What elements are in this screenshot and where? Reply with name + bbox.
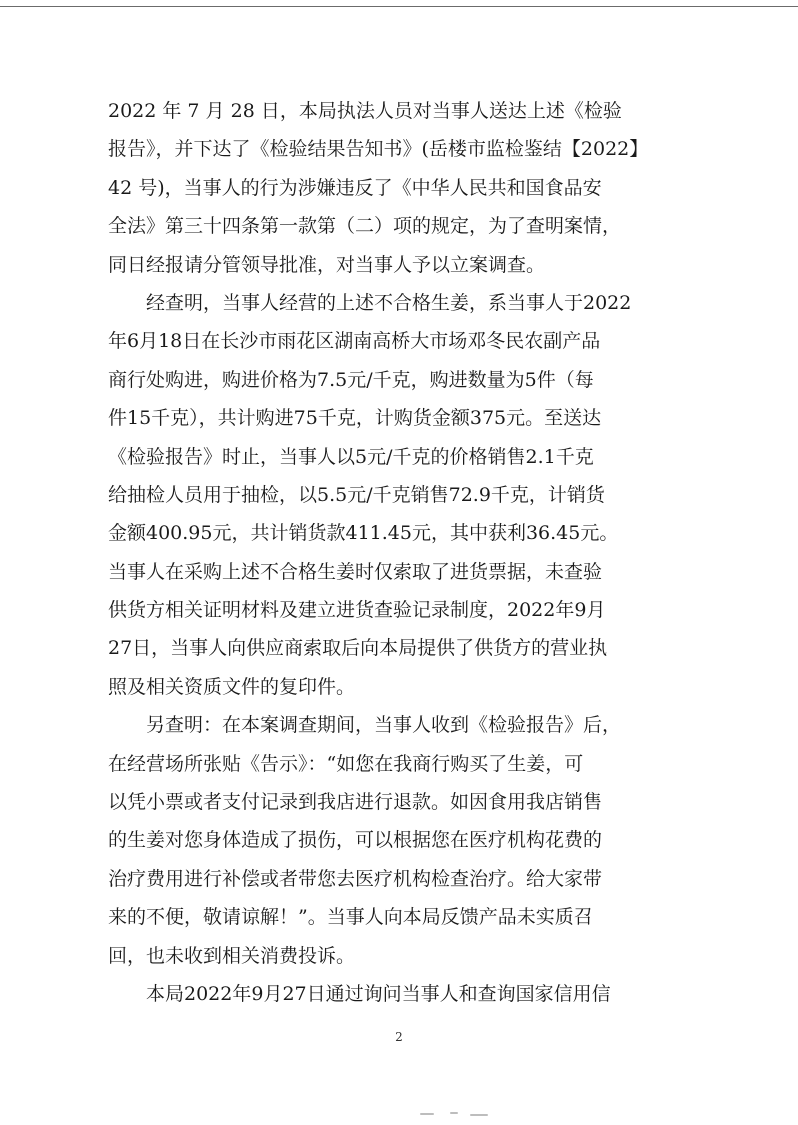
paragraph-investigation-findings [108, 284, 688, 706]
text-line: 的生姜对您身体造成了损伤，可以根据您在医疗机构花费的 [108, 829, 603, 852]
paragraph-additional-findings [108, 706, 688, 975]
page-number: 2 [395, 1030, 403, 1044]
scan-speck [470, 1114, 488, 1116]
text-line: 件15千克），共计购进75千克，计购货金额375元。至送达 [108, 407, 602, 430]
text-line: 本局2022年9月27日通过询问当事人和查询国家信用信 [108, 982, 611, 1005]
text-line: 2022 年 7 月 28 日，本局执法人员对当事人送达上述《检验 [108, 100, 622, 122]
text-line: 来的不便，敬请谅解！”。当事人向本局反馈产品未实质召 [108, 906, 593, 929]
text-line: 报告》，并下达了《检验结果告知书》(岳楼市监检鉴结【2022】 [108, 138, 649, 161]
text-line: 经查明，当事人经营的上述不合格生姜，系当事人于2022 [108, 291, 632, 314]
document-body [108, 92, 688, 1013]
text-line: 照及相关资质文件的复印件。 [108, 675, 356, 698]
scan-speck [420, 1113, 434, 1115]
scan-speck [450, 1112, 458, 1114]
text-line: 年6月18日在长沙市雨花区湖南高桥大市场邓冬民农副产品 [108, 330, 601, 353]
text-line: 另查明：在本案调查期间，当事人收到《检验报告》后， [108, 714, 622, 737]
scan-artifact [420, 1112, 500, 1116]
text-line: 给抽检人员用于抽检，以5.5元/千克销售72.9千克，计销货 [108, 483, 605, 506]
text-line: 全法》第三十四条第一款第（二）项的规定，为了查明案情， [108, 215, 622, 238]
text-line: 以凭小票或者支付记录到我店进行退款。如因食用我店销售 [108, 791, 603, 814]
text-line: 同日经报请分管领导批准，对当事人予以立案调查。 [108, 253, 546, 276]
paragraph-credit-inquiry [108, 975, 688, 1013]
text-line: 42 号)，当事人的行为涉嫌违反了《中华人民共和国食品安 [108, 176, 602, 199]
text-line: 当事人在采购上述不合格生姜时仅索取了进货票据，未查验 [108, 560, 603, 583]
text-line: 《检验报告》时止，当事人以5元/千克的价格销售2.1千克 [108, 445, 594, 468]
text-line: 回，也未收到相关消费投诉。 [108, 944, 356, 967]
text-line: 商行处购进，购进价格为7.5元/千克，购进数量为5件（每 [108, 368, 594, 391]
text-line: 供货方相关证明材料及建立进货查验记录制度，2022年9月 [108, 599, 606, 622]
top-border-line [0, 6, 798, 7]
text-line: 在经营场所张贴《告示》：“如您在我商行购买了生姜，可 [108, 752, 584, 775]
text-line: 治疗费用进行补偿或者带您去医疗机构检查治疗。给大家带 [108, 867, 603, 890]
text-line: 27日，当事人向供应商索取后向本局提供了供货方的营业执 [108, 637, 608, 660]
text-line: 金额400.95元，共计销货款411.45元，其中获利36.45元。 [108, 522, 619, 545]
paragraph-case-filing [108, 92, 688, 284]
